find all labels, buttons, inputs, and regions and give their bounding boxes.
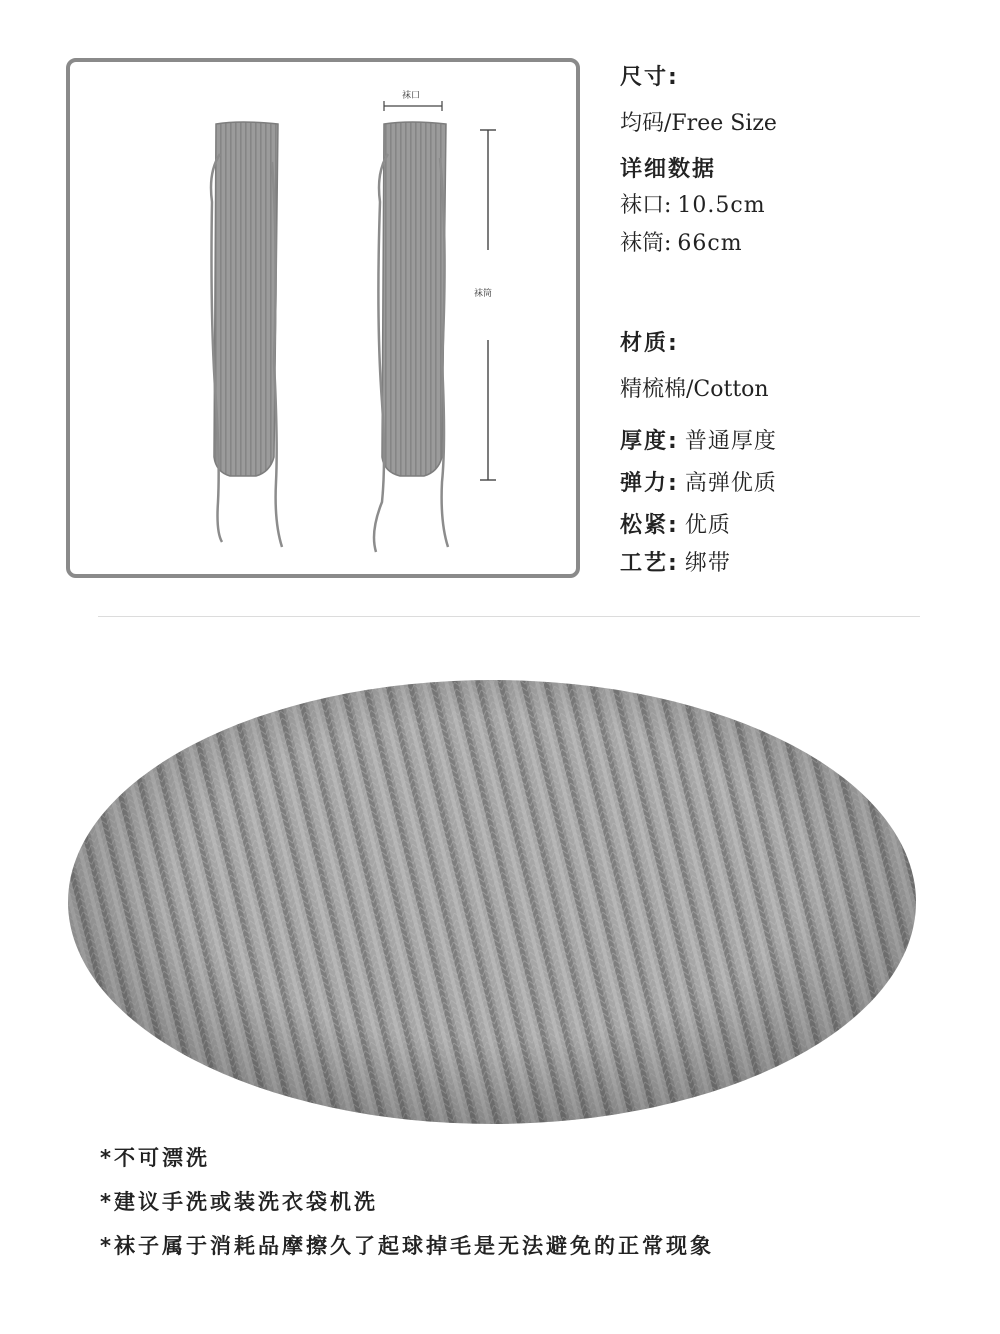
elasticity-key: 弹力:: [620, 471, 679, 496]
tightness-spec: [620, 508, 731, 539]
material-heading: 材质:: [620, 331, 679, 356]
care-note-3: *袜子属于消耗品摩擦久了起球掉毛是无法避免的正常现象: [100, 1234, 714, 1258]
thickness-spec: [620, 424, 777, 455]
care-note-1: *不可漂洗: [100, 1146, 210, 1170]
left-leg-warmer: [211, 122, 282, 547]
cuff-dimension-marker: [384, 101, 442, 111]
tightness-key: 松紧:: [620, 513, 679, 538]
tightness-value: 优质: [684, 513, 731, 538]
length-key: 袜筒:: [620, 231, 672, 256]
elasticity-spec: [620, 466, 777, 497]
thickness-value: 普通厚度: [684, 429, 777, 454]
length-dimension-label: 袜筒: [474, 289, 493, 299]
craft-spec: [620, 546, 731, 577]
cuff-key: 袜口:: [620, 193, 672, 218]
thickness-key: 厚度:: [620, 429, 679, 454]
fabric-closeup-image: [66, 678, 918, 1126]
section-divider: [98, 616, 920, 617]
leg-warmers-illustration: [70, 62, 576, 574]
product-diagram-frame: [66, 58, 580, 578]
cuff-spec: [620, 188, 766, 219]
care-note-2: *建议手洗或装洗衣袋机洗: [100, 1190, 378, 1214]
size-value: 均码/Free Size: [620, 111, 777, 136]
craft-value: 绑带: [684, 551, 731, 576]
right-leg-warmer: [374, 122, 448, 552]
length-value: 66cm: [677, 231, 743, 256]
cuff-dimension-label: 袜口: [402, 91, 421, 101]
length-spec: [620, 226, 743, 257]
ribbed-knit-texture: [66, 678, 918, 1126]
size-heading: 尺寸:: [620, 65, 679, 90]
cuff-value: 10.5cm: [677, 193, 766, 218]
length-dimension-marker: [480, 130, 496, 480]
material-value: 精梳棉/Cotton: [620, 377, 769, 402]
details-heading: 详细数据: [620, 157, 717, 182]
craft-key: 工艺:: [620, 551, 679, 576]
elasticity-value: 高弹优质: [684, 471, 777, 496]
